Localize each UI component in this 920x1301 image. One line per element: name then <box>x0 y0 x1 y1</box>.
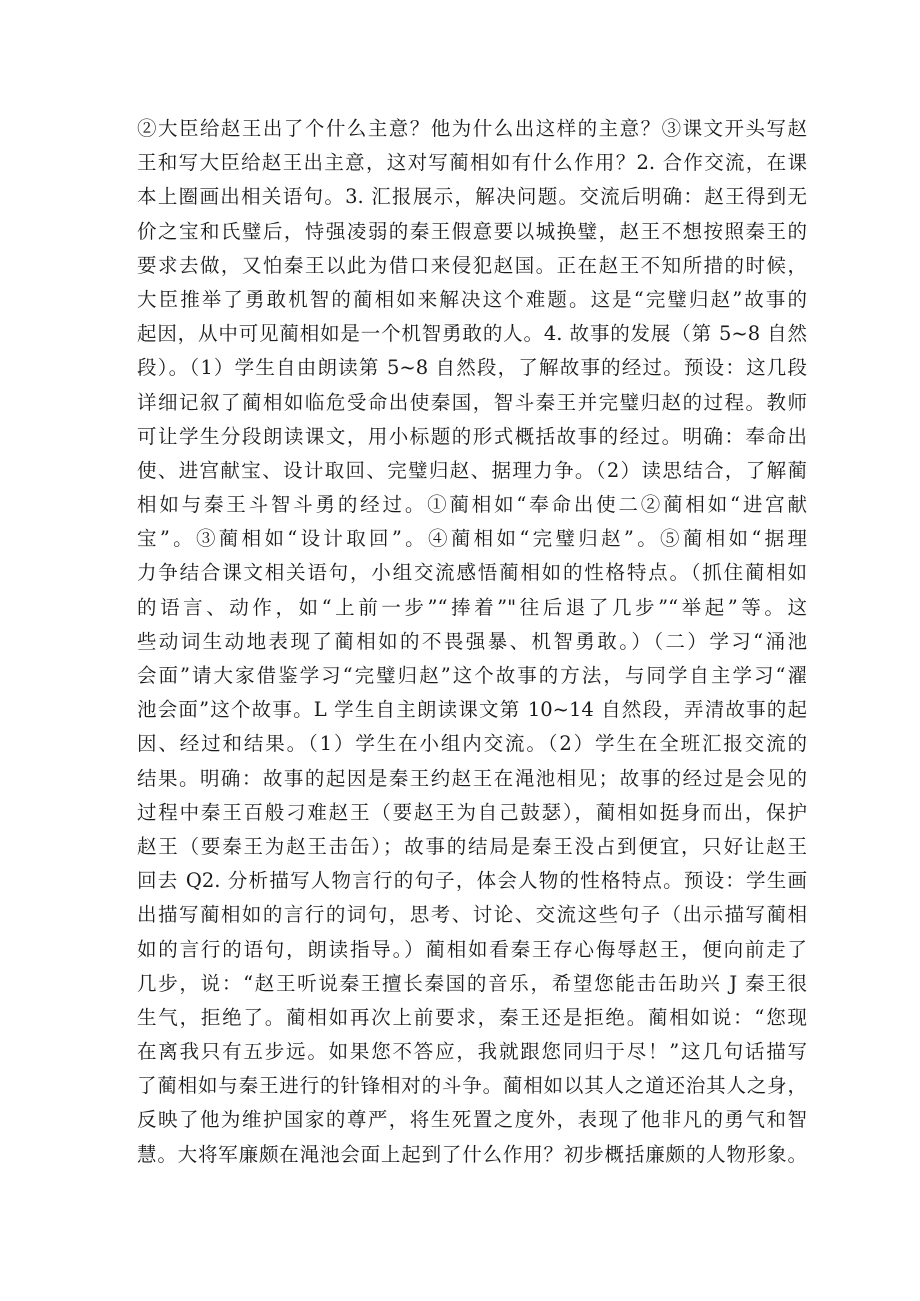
text-line: ②大臣给赵王出了个什么主意？他为什么出这样的主意？③课文开头写赵 <box>137 117 807 140</box>
text-line: 要求去做，又怕秦王以此为借口来侵犯赵国。正在赵王不知所措的时候， <box>137 253 807 277</box>
text-line: 慧。大将军廉颇在渑池会面上起到了什么作用？初步概括廉颇的人物形象。 <box>137 1142 807 1166</box>
text-line: 反映了他为维护国家的尊严，将生死置之度外，表现了他非凡的勇气和智 <box>137 1108 807 1132</box>
text-line: 价之宝和氏璧后，恃强凌弱的秦王假意要以城换璧，赵王不想按照秦王的 <box>137 219 807 243</box>
text-line: 在离我只有五步远。如果您不答应，我就跟您同归于尽！”这几句话描写 <box>137 1040 807 1064</box>
text-line: 宝”。③蔺相如“设计取回”。④蔺相如“完璧归赵”。⑤蔺相如“据理 <box>137 527 807 551</box>
text-line: 池会面”这个故事。L 学生自主朗读课文第 10~14 自然段，弄清故事的起 <box>137 698 807 722</box>
text-line: 赵王（要秦王为赵王击缶）；故事的结局是秦王没占到便宜，只好让赵王 <box>137 834 807 858</box>
text-line: 几步，说：“赵王听说秦王擅长秦国的音乐，希望您能击缶助兴 J 秦王很 <box>137 971 807 995</box>
text-line: 段）。（1）学生自由朗读第 5~8 自然段，了解故事的经过。预设：这几段 <box>137 356 807 380</box>
text-line: 相如与秦王斗智斗勇的经过。①蔺相如“奉命出使二②蔺相如“进宫献 <box>137 493 807 517</box>
text-line: 会面”请大家借鉴学习“完璧归赵”这个故事的方法，与同学自主学习“濯 <box>137 664 807 687</box>
text-line: 起因，从中可见蔺相如是一个机智勇敢的人。4. 故事的发展（第 5~8 自然 <box>137 322 807 346</box>
text-line: 可让学生分段朗读课文，用小标题的形式概括故事的经过。明确：奉命出 <box>137 424 807 448</box>
text-line: 生气，拒绝了。蔺相如再次上前要求，秦王还是拒绝。蔺相如说：“您现 <box>137 1005 807 1029</box>
text-line: 本上圈画出相关语句。3. 汇报展示，解决问题。交流后明确：赵王得到无 <box>137 185 807 209</box>
text-line: 了蔺相如与秦王进行的针锋相对的斗争。蔺相如以其人之道还治其人之身， <box>137 1074 807 1098</box>
text-line: 使、进宫献宝、设计取回、完璧归赵、据理力争。（2）读思结合，了解蔺 <box>137 458 807 482</box>
text-line: 过程中秦王百般刁难赵王（要赵王为自己鼓瑟），蔺相如挺身而出，保护 <box>137 800 807 824</box>
text-line: 的语言、动作，如“上前一步”“捧着”"往后退了几步”“举起”等。这 <box>137 595 807 619</box>
text-line: 详细记叙了蔺相如临危受命出使秦国，智斗秦王并完璧归赵的过程。教师 <box>137 390 807 414</box>
text-line: 出描写蔺相如的言行的词句，思考、讨论、交流这些句子（出示描写蔺相 <box>137 903 807 927</box>
text-line: 力争结合课文相关语句，小组交流感悟蔺相如的性格特点。（抓住蔺相如 <box>137 561 807 585</box>
text-line: 大臣推举了勇敢机智的蔺相如来解决这个难题。这是“完璧归赵”故事的 <box>137 287 807 311</box>
text-line: 结果。明确：故事的起因是秦王约赵王在渑池相见；故事的经过是会见的 <box>137 766 807 790</box>
text-line: 些动词生动地表现了蔺相如的不畏强暴、机智勇敢。）（二）学习“涌池 <box>137 629 807 653</box>
text-line: 回去 Q2. 分析描写人物言行的句子，体会人物的性格特点。预设：学生画 <box>137 869 807 893</box>
text-line: 因、经过和结果。（1）学生在小组内交流。（2）学生在全班汇报交流的 <box>137 732 807 756</box>
text-line: 王和写大臣给赵王出主意，这对写蔺相如有什么作用？2. 合作交流，在课 <box>137 151 807 175</box>
text-line: 如的言行的语句，朗读指导。）蔺相如看秦王存心侮辱赵王，便向前走了 <box>137 937 807 961</box>
body-text <box>137 112 807 1172</box>
